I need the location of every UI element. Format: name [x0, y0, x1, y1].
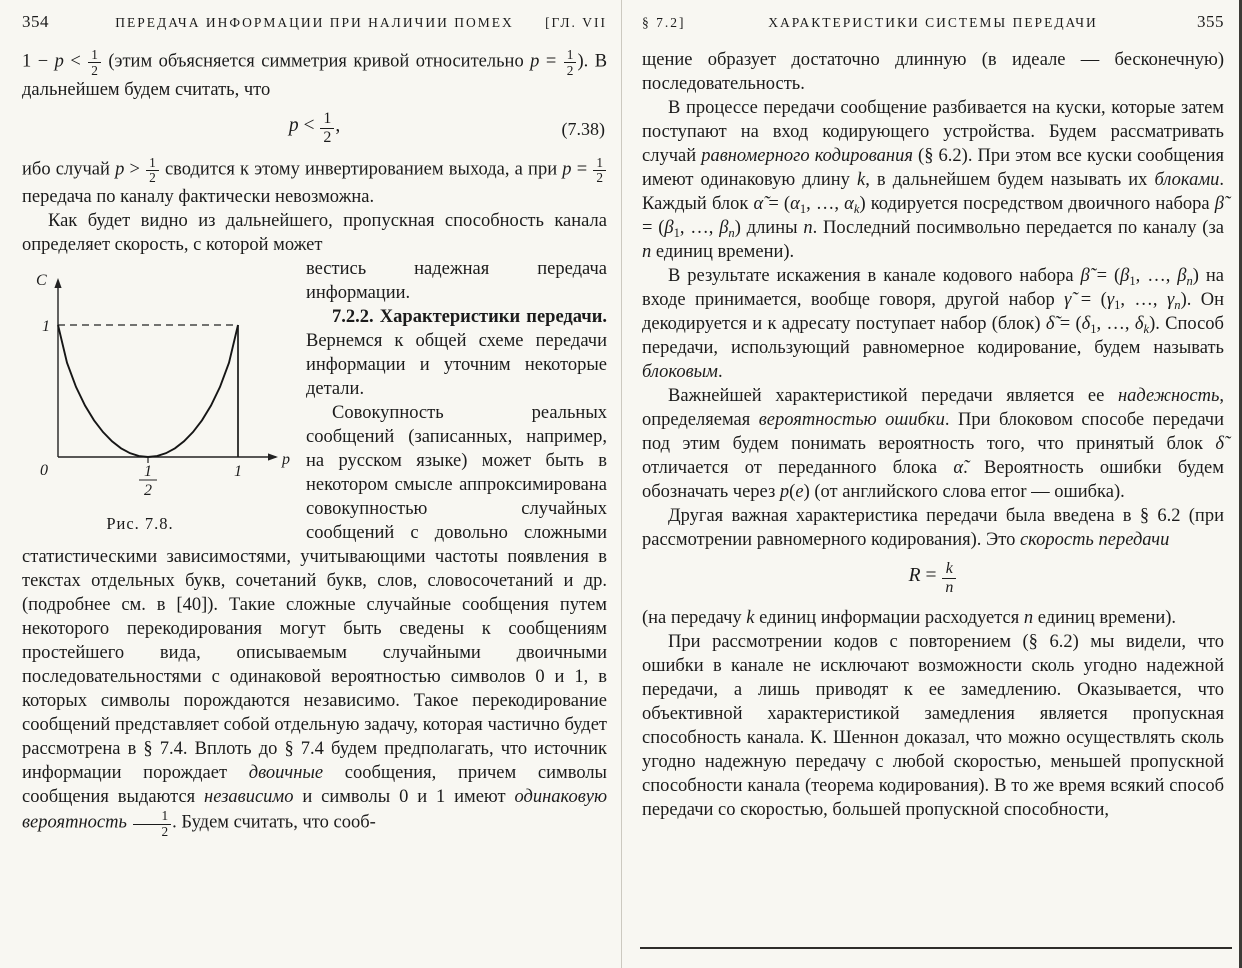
section-reference: § 7.2]: [642, 15, 686, 30]
x-axis-arrow-icon: [268, 454, 278, 461]
paragraph: При рассмотрении кодов с повторением (§ 6.2) мы видели, что ошибки в канале не исключают возможности сколь угодно надежной передачи, а лишь приводят к ее замедлению. Оказывается, что объективной характеристикой замедления является пропускная способность канала. К. Шеннон доказал, что можно осуществлять сколь угодно надежную передачу с любой скоростью, меньшей пропускной способности канала (теорема кодирования). В то же время всякий способ передачи со скоростью, большей пропускной способности,: [642, 631, 1224, 820]
paragraph: (на передачу k единиц информации расходуется n единиц времени).: [642, 607, 1177, 628]
equation-body: R = $\frac{k}{n}$: [909, 565, 958, 586]
paragraph: Как будет видно из дальнейшего, пропускная способность канала определяет скорость, с которой может: [22, 211, 607, 256]
svg-text:C: C: [36, 272, 47, 290]
paragraph: В результате искажения в канале кодового набора β̃ = ($\beta_1$, …, $\beta_n$) на входе принимается, вообще говоря, другой набор γ̃ = ($\gamma_1$, …, $\gamma_n$). Он декодируется и к адресату поступает набор (блок) δ̃ = ($\delta_1$, …, $\delta_k$). Способ передачи, использующий равномерное кодирование, будем называть блоковым.: [642, 266, 1225, 382]
paragraph: вестись надежная передача информации.: [306, 259, 607, 304]
svg-text:1: 1: [42, 318, 50, 336]
svg-text:1: 1: [234, 463, 242, 481]
paragraph: 7.2.2. Характеристики передачи. Вернемся к общей схеме передачи информации и уточним некоторые детали.: [306, 307, 607, 400]
display-equation: [22, 111, 607, 147]
y-axis-arrow-icon: [54, 278, 61, 288]
capacity-curve-chart: [22, 263, 292, 497]
page-right: [621, 0, 1242, 968]
svg-text:1: 1: [144, 463, 152, 481]
right-column-text: [642, 48, 1224, 822]
chapter-reference: [ГЛ. VII: [545, 15, 607, 30]
svg-text:0: 0: [40, 462, 48, 480]
scan-bottom-rule: [640, 947, 1232, 949]
running-title-left: ПЕРЕДАЧА ИНФОРМАЦИИ ПРИ НАЛИЧИИ ПОМЕХ: [115, 15, 514, 30]
equation-number: (7.38): [561, 118, 605, 139]
equation-body: p < $\frac{1}{2}$ ,: [288, 109, 341, 146]
svg-text:p: p: [282, 451, 290, 469]
paragraph: В процессе передачи сообщение разбивается на куски, которые затем поступают на вход кодирующего устройства. Будем рассматривать случай равномерного кодирования (§ 6.2). При этом все куски сообщения имеют одинаковую длину k, в дальнейшем будем называть их блоками. Каждый блок α̃ = ($\alpha_1$, …, $\alpha_k$) кодируется посредством двоичного набора β̃ = ($\beta_1$, …, $\beta_n$) длины n. Последний посимвольно передается по каналу (за n единиц времени).: [642, 98, 1224, 262]
figure-caption: Рис. 7.8.: [106, 514, 174, 534]
svg-text:2: 2: [144, 482, 152, 498]
paragraph: щение образует достаточно длинную (в идеале — бесконечную) последовательность.: [642, 50, 1224, 94]
paragraph: Другая важная характеристика передачи была введена в § 6.2 (при рассмотрении равномерного кодирования). Это скорость передачи: [642, 506, 1224, 550]
paragraph: Важнейшей характеристикой передачи является ее надежность, определяемая вероятностью ошибки. При блоковом способе передачи под этим будем понимать вероятность того, что принятый блок δ̃ отличается от переданного блока α̃. Вероятность ошибки будем обозначать через p(e) (от английского слова error — ошибка).: [642, 386, 1224, 502]
paragraph: ибо случай p > $\frac{1}{2}$ сводится к этому инвертированием выхода, а при p = $\frac{1}{2}$ передача по каналу фактически невозможна.: [22, 156, 607, 210]
figure-7-8: [22, 263, 292, 536]
paragraph: 1 − p < $\frac{1}{2}$ (этим объясняется симметрия кривой относительно p = $\frac{1}{2}$ ). В дальнейшем будем считать, что: [22, 47, 608, 100]
left-column-text: [22, 48, 607, 839]
display-equation: [642, 561, 1224, 597]
capacity-curve: [58, 325, 238, 457]
page-number-left: 354: [22, 12, 49, 31]
page-number-right: 355: [1197, 12, 1224, 31]
paragraph: Совокупность реальных сообщений (записанных, например, на русском языке) может быть в некотором смысле аппроксимирована совокупностью случайных сообщений с довольно сложными статистическими зависимостями, учитывающими частоты появления в текстах отдельных букв, сочетаний букв, слов, словосочетаний и др. (подробнее см. в [40]). Такие сложные случайные сообщения путем некоторого перекодирования могут быть сведены к сообщениям простейшего вида, описываемым случайными двоичными последовательностями с одинаковой вероятностью символов 0 и 1, в которых символы порождаются независимо. Такое перекодирование сообщений представляет собой отдельную задачу, которая частично будет рассмотрена в § 7.4. Вплоть до § 7.4 будем предполагать, что источник информации порождает двоичные сообщения, причем символы сообщения выдаются независимо и символы 0 и 1 имеют одинаковую вероятность $\frac{1}{2}$ . Будем считать, что сооб-: [22, 403, 607, 840]
running-head-left: [22, 12, 607, 32]
running-head-right: [642, 12, 1224, 32]
running-title-right: ХАРАКТЕРИСТИКИ СИСТЕМЫ ПЕРЕДАЧИ: [768, 15, 1098, 30]
